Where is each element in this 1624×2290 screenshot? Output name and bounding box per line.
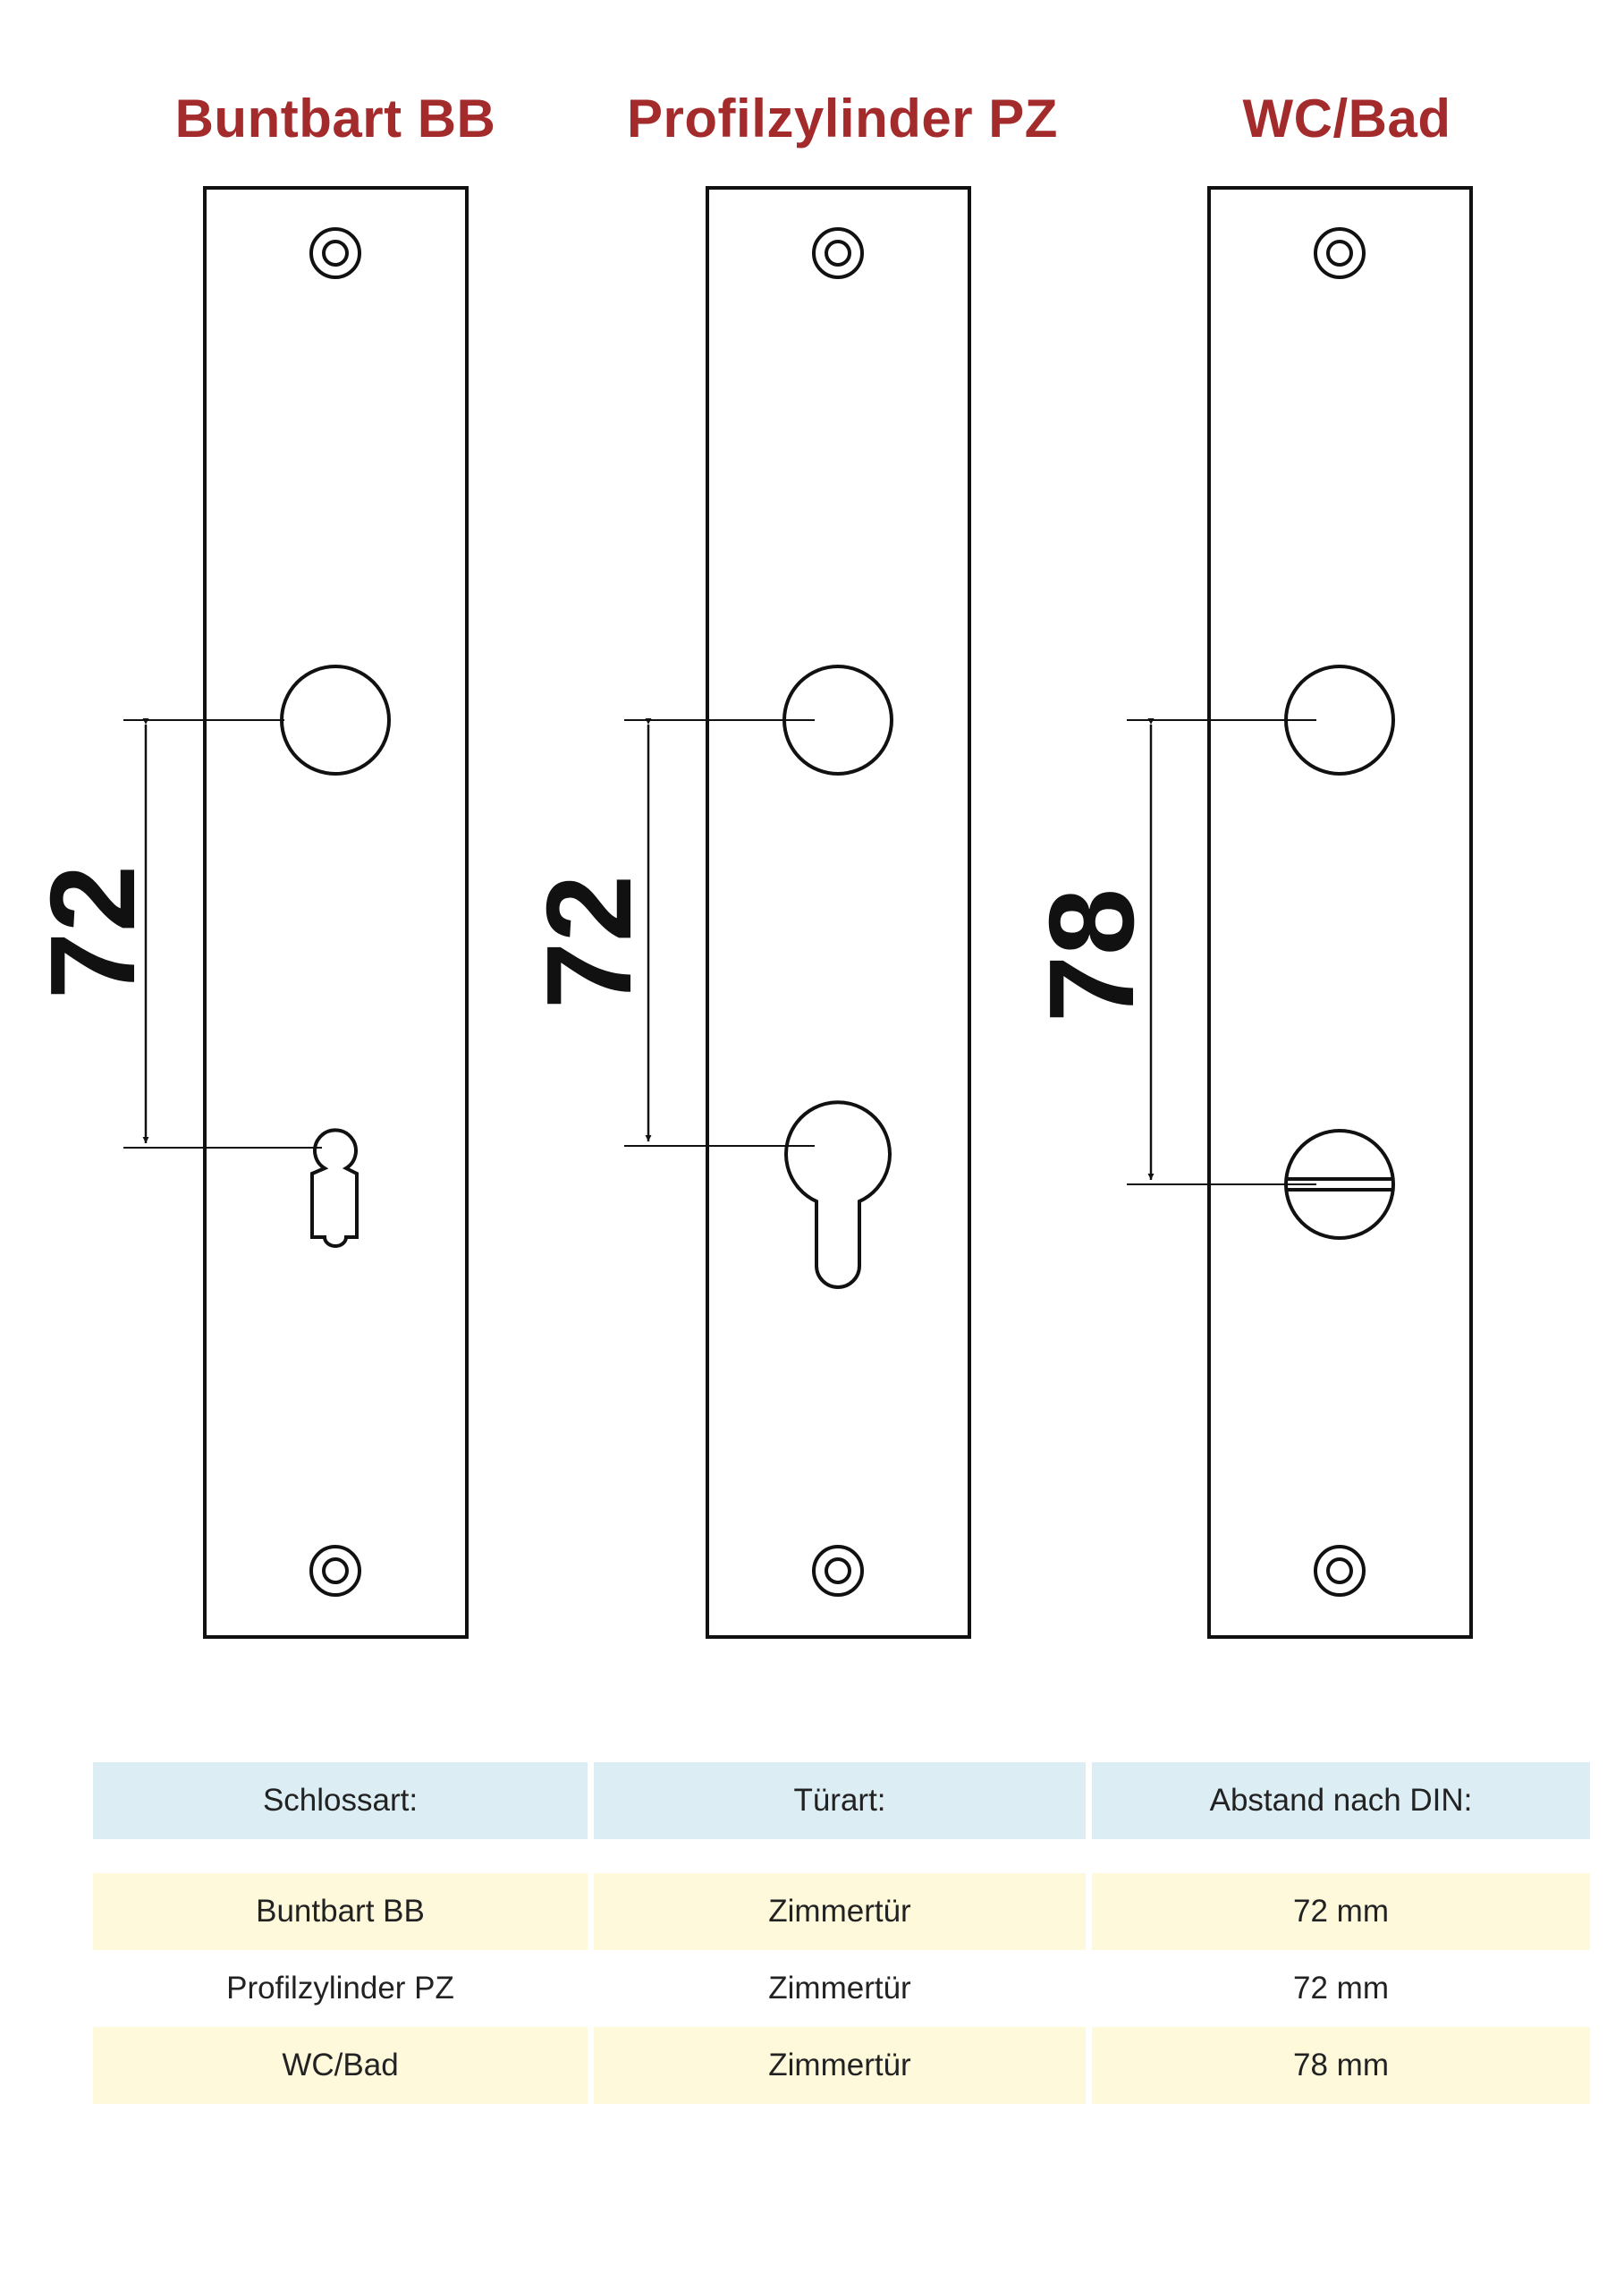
header-schlossart: Schlossart:: [93, 1762, 588, 1839]
cell-tuerart: Zimmertür: [594, 2027, 1086, 2104]
cell-schlossart: Buntbart BB: [93, 1873, 588, 1950]
title-profilzylinder: Profilzylinder PZ: [627, 89, 1058, 148]
cell-abstand: 72 mm: [1092, 1950, 1590, 2027]
table-row: [93, 1873, 1590, 1950]
screw-hole-bottom: [311, 1547, 359, 1595]
screw-hole-top: [814, 229, 862, 277]
title-buntbart: Buntbart BB: [174, 89, 496, 148]
spec-table: [93, 1762, 1590, 2104]
cylinder-lock-icon: [786, 1102, 890, 1287]
dimension-label-pz: 72: [521, 874, 656, 1010]
header-tuerart: Türart:: [594, 1762, 1086, 1839]
plate-outline: [1209, 188, 1471, 1637]
plate-outline: [205, 188, 467, 1637]
table-row: [93, 1950, 1590, 2027]
header-abstand: Abstand nach DIN:: [1092, 1762, 1590, 1839]
cell-abstand: 72 mm: [1092, 1873, 1590, 1950]
handle-hole: [282, 666, 389, 774]
table-row: [93, 2027, 1590, 2104]
table-header-row: [93, 1762, 1590, 1839]
cell-tuerart: Zimmertür: [594, 1873, 1086, 1950]
cell-schlossart: WC/Bad: [93, 2027, 588, 2104]
screw-hole-top: [1315, 229, 1364, 277]
cell-schlossart: Profilzylinder PZ: [93, 1950, 588, 2027]
plate-wc-bad: [1209, 188, 1471, 1637]
cell-tuerart: Zimmertür: [594, 1950, 1086, 2027]
plate-buntbart: [205, 188, 467, 1637]
dimension-label-bb: 72: [25, 864, 160, 1000]
dimension-label-wc: 78: [1024, 887, 1159, 1023]
screw-hole-bottom: [814, 1547, 862, 1595]
plate-outline: [707, 188, 969, 1637]
cell-abstand: 78 mm: [1092, 2027, 1590, 2104]
plate-profilzylinder: [707, 188, 969, 1637]
screw-hole-top: [311, 229, 359, 277]
screw-hole-bottom: [1315, 1547, 1364, 1595]
title-wc-bad: WC/Bad: [1242, 89, 1451, 148]
